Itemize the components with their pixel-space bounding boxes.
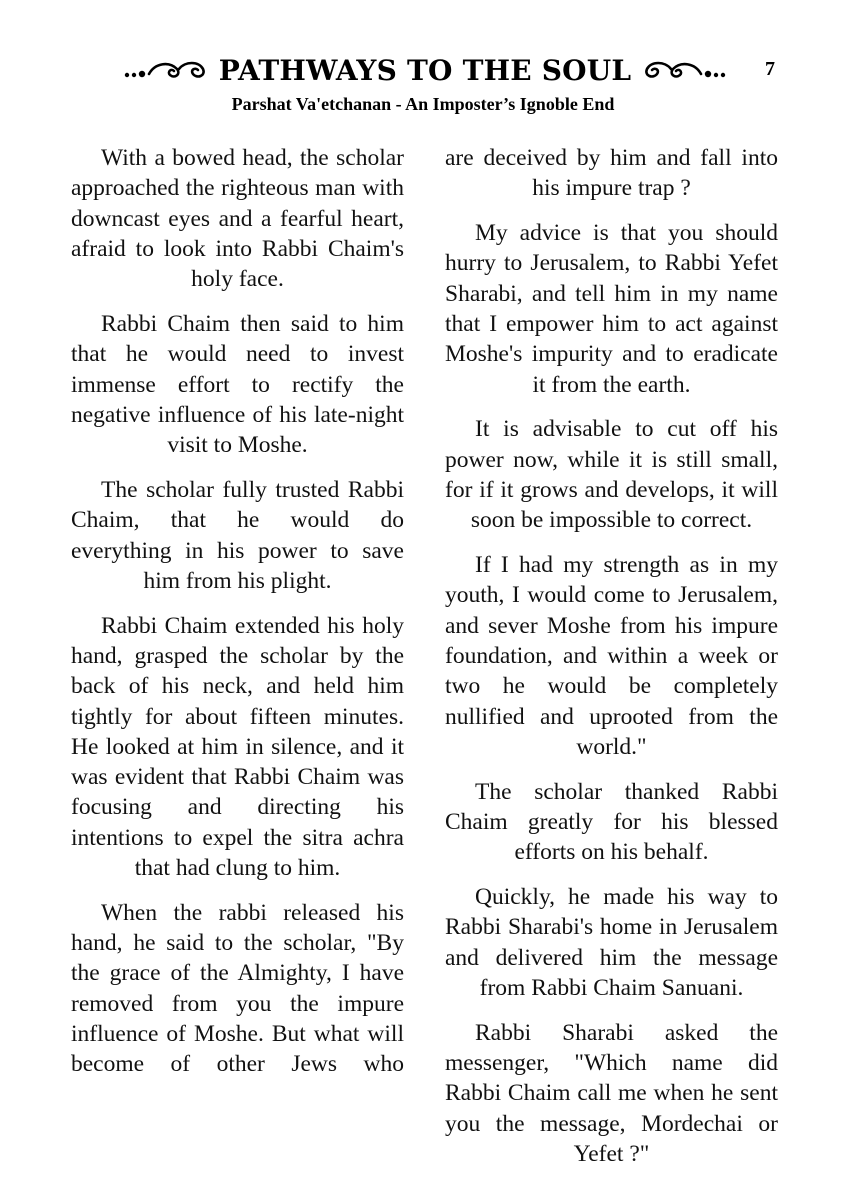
paragraph: The scholar thanked Rabbi Chaim greatly for his blessed efforts on his behalf.	[445, 778, 778, 866]
running-header	[0, 50, 846, 90]
paragraph: Quickly, he made his way to Rabbi Sharabi's home in Jerusalem and delivered him the message from Rabbi Chaim Sanuani.	[445, 884, 778, 1001]
paragraph: The scholar fully trusted Rabbi Chaim, that he would do everything in his power to save him from his plight.	[71, 476, 404, 594]
paragraph: With a bowed head, the scholar approached the righteous man with downcast eyes and a fearful heart, afraid to look into Rabbi Chaim's holy face.	[71, 145, 404, 293]
paragraph: When the rabbi released his hand, he said to the scholar, "By the grace of the Almighty, I have removed from you the impure influence of Moshe. But what will become of other Jews who	[71, 899, 404, 1078]
header-title-row	[130, 50, 720, 90]
paragraph-continuation: are deceived by him and fall into his impure trap ?	[445, 145, 778, 202]
paragraph: It is advisable to cut off his power now, while it is still small, for if it grows and develops, it will soon be impossible to correct.	[445, 416, 778, 534]
scroll-ornament-icon	[123, 57, 213, 83]
paragraph: Rabbi Chaim then said to him that he would need to invest immense effort to rectify the negative influence of his late-night visit to Moshe.	[71, 310, 404, 459]
scroll-ornament-icon	[637, 57, 727, 83]
left-text-column	[71, 143, 404, 1094]
paragraph: My advice is that you should hurry to Jerusalem, to Rabbi Yefet Sharabi, and tell him in my name that I empower him to act against Moshe's impurity and to eradicate it from the earth.	[445, 220, 778, 398]
paragraph: If I had my strength as in my youth, I would come to Jerusalem, and sever Moshe from his impure foundation, and within a week or two he would be completely nullified and uprooted from the world."	[445, 552, 778, 760]
page-number: 7	[765, 58, 775, 80]
paragraph: Rabbi Chaim extended his holy hand, grasped the scholar by the back of his neck, and held him tightly for about fifteen minutes. He looked at him in silence, and it was evident that Rabbi Chaim was focusing and directing his intentions to expel the sitra achra that had clung to him.	[71, 612, 404, 882]
right-text-column	[445, 143, 778, 1184]
book-title: PATHWAYS TO THE SOUL	[218, 53, 632, 87]
paragraph: Rabbi Sharabi asked the messenger, "Which name did Rabbi Chaim call me when he sent you the message, Mordechai or Yefet ?"	[445, 1019, 778, 1167]
chapter-subtitle: Parshat Va'etchanan - An Imposter’s Ignoble End	[231, 94, 615, 114]
